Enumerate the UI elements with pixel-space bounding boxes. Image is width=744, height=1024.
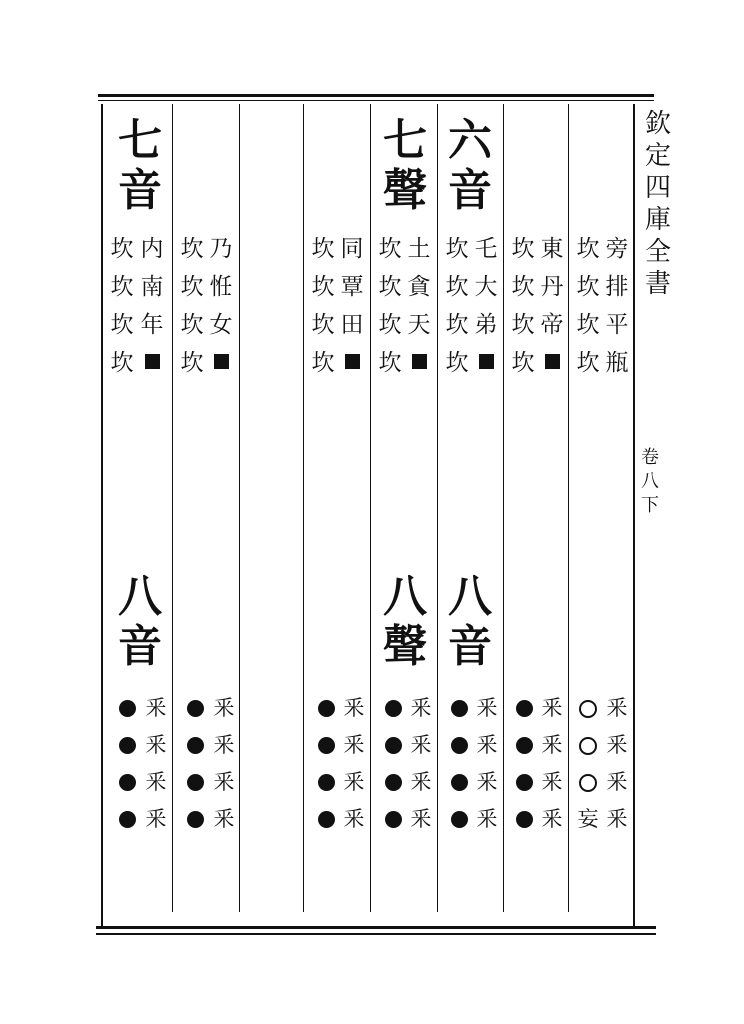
char: 旁	[605, 236, 629, 262]
volume-char: 下	[641, 495, 659, 516]
char-column	[138, 230, 166, 379]
char: 釆	[343, 733, 365, 757]
char: 弟	[474, 312, 498, 338]
heading-char: 音	[118, 621, 162, 672]
dot-mark	[451, 774, 468, 791]
char: 釆	[476, 696, 498, 720]
char: 土	[407, 236, 431, 262]
char-column	[538, 690, 566, 838]
char: 坎	[576, 312, 600, 338]
mark-column	[114, 690, 140, 838]
column-divider	[437, 104, 438, 912]
section-heading	[112, 572, 168, 672]
volume-label	[638, 446, 662, 518]
volume-char: 卷	[641, 447, 659, 468]
char-column	[340, 690, 368, 838]
filled-mark	[545, 354, 560, 369]
book-title-char: 四	[644, 173, 671, 203]
char: 丹	[540, 274, 564, 300]
char: 坎	[311, 312, 335, 338]
char: 東	[540, 236, 564, 262]
dot-mark	[187, 811, 204, 828]
char-column	[603, 690, 631, 838]
section-heading	[442, 572, 498, 672]
char: 坎	[311, 274, 335, 300]
column-divider	[568, 104, 569, 912]
dot-mark	[119, 811, 136, 828]
char: 平	[605, 312, 629, 338]
char-column	[376, 230, 404, 382]
heading-char: 聲	[383, 621, 427, 672]
right-border	[633, 104, 635, 926]
char: 坎	[110, 274, 134, 300]
mark-column	[313, 690, 339, 838]
char: 排	[605, 274, 629, 300]
mark-column	[446, 690, 472, 838]
char: 釆	[541, 807, 563, 831]
char: 女	[209, 312, 233, 338]
char: 田	[340, 312, 364, 338]
heading-char: 聲	[383, 165, 427, 216]
char: 釆	[541, 696, 563, 720]
bottom-border	[96, 926, 656, 929]
char-column	[309, 230, 337, 382]
top-border	[98, 94, 654, 97]
char: 釆	[343, 696, 365, 720]
dot-mark	[318, 700, 335, 717]
char-column	[472, 230, 500, 379]
char: 坎	[180, 312, 204, 338]
char: 妄	[577, 807, 599, 831]
char: 釆	[343, 770, 365, 794]
char-column	[207, 230, 235, 379]
column-divider	[303, 104, 304, 912]
heading-char: 六	[448, 115, 492, 166]
char-column	[178, 230, 206, 382]
char: 坎	[445, 274, 469, 300]
heading-char: 音	[118, 165, 162, 216]
char: 坎	[378, 236, 402, 262]
dot-mark	[187, 700, 204, 717]
char: 坎	[511, 350, 535, 376]
char: 釆	[145, 770, 167, 794]
char: 瓶	[605, 350, 629, 376]
char: 年	[140, 312, 164, 338]
top-border-inner	[98, 100, 654, 101]
char-column	[509, 230, 537, 382]
char: 坎	[180, 274, 204, 300]
char: 坎	[378, 274, 402, 300]
char: 坎	[511, 312, 535, 338]
char: 釆	[476, 770, 498, 794]
section-heading	[442, 116, 498, 216]
char: 釆	[213, 770, 235, 794]
dot-mark	[385, 774, 402, 791]
char: 坎	[180, 350, 204, 376]
dot-mark	[516, 774, 533, 791]
char: 坎	[110, 312, 134, 338]
volume-char: 八	[641, 471, 659, 492]
book-title-char: 全	[644, 237, 671, 267]
char: 㤛	[209, 274, 233, 300]
section-heading	[376, 116, 434, 216]
book-title-char: 書	[644, 269, 671, 299]
heading-char: 音	[448, 621, 492, 672]
filled-mark	[479, 354, 494, 369]
char: 釆	[410, 807, 432, 831]
dot-mark	[318, 774, 335, 791]
heading-char: 音	[448, 165, 492, 216]
char-column	[405, 230, 433, 379]
section-heading	[376, 572, 434, 672]
char: 同	[340, 236, 364, 262]
char: 坎	[511, 274, 535, 300]
char: 釆	[541, 770, 563, 794]
book-title-char: 庫	[644, 205, 671, 235]
char: 帝	[540, 312, 564, 338]
char: 坎	[378, 312, 402, 338]
char: 乃	[209, 236, 233, 262]
char-column	[210, 690, 238, 838]
dot-mark	[318, 811, 335, 828]
char: 釆	[606, 807, 628, 831]
dot-mark	[516, 700, 533, 717]
book-title	[638, 108, 678, 300]
book-title-char: 欽	[644, 109, 671, 139]
char: 釆	[213, 807, 235, 831]
char: 坎	[311, 350, 335, 376]
char: 釆	[410, 733, 432, 757]
char: 坎	[180, 236, 204, 262]
char: 釆	[343, 807, 365, 831]
bottom-border-inner	[96, 933, 656, 935]
char: 坎	[378, 350, 402, 376]
char: 坎	[110, 236, 134, 262]
dot-mark	[516, 811, 533, 828]
column-divider	[172, 104, 173, 912]
char: 坎	[311, 236, 335, 262]
filled-mark	[214, 354, 229, 369]
char: 釆	[145, 733, 167, 757]
ring-mark	[579, 700, 597, 718]
ring-mark	[579, 774, 597, 792]
char-column	[443, 230, 471, 382]
mark-column	[380, 690, 406, 838]
char: 乇	[474, 236, 498, 262]
filled-mark	[145, 354, 160, 369]
dot-mark	[119, 774, 136, 791]
dot-mark	[187, 774, 204, 791]
dot-mark	[451, 811, 468, 828]
char: 釆	[606, 733, 628, 757]
char-column	[574, 230, 602, 382]
heading-char: 七	[118, 115, 162, 166]
char: 坎	[445, 312, 469, 338]
char: 釆	[145, 807, 167, 831]
column-divider	[239, 104, 240, 912]
char: 釆	[606, 770, 628, 794]
dot-mark	[187, 737, 204, 754]
dot-mark	[385, 737, 402, 754]
dot-mark	[385, 811, 402, 828]
char: 覃	[340, 274, 364, 300]
dot-mark	[119, 737, 136, 754]
char: 坎	[110, 350, 134, 376]
dot-mark	[385, 700, 402, 717]
char: 釆	[606, 696, 628, 720]
filled-mark	[412, 354, 427, 369]
mark-column	[182, 690, 208, 838]
section-heading	[112, 116, 168, 216]
char: 坎	[445, 350, 469, 376]
char: 内	[140, 236, 164, 262]
left-border	[101, 104, 103, 926]
book-title-char: 定	[644, 141, 671, 171]
char-column	[108, 230, 136, 382]
char: 釆	[476, 807, 498, 831]
char-column	[407, 690, 435, 838]
heading-char: 八	[118, 571, 162, 622]
char: 大	[474, 274, 498, 300]
char: 貪	[407, 274, 431, 300]
column-divider	[370, 104, 371, 912]
heading-char: 八	[448, 571, 492, 622]
char: 釆	[213, 696, 235, 720]
char: 釆	[213, 733, 235, 757]
char: 釆	[410, 696, 432, 720]
char: 坎	[576, 236, 600, 262]
dot-mark	[451, 700, 468, 717]
dot-mark	[119, 700, 136, 717]
heading-char: 七	[383, 115, 427, 166]
dot-mark	[516, 737, 533, 754]
filled-mark	[345, 354, 360, 369]
char-column	[603, 230, 631, 382]
char: 南	[140, 274, 164, 300]
char-column	[142, 690, 170, 838]
char: 釆	[541, 733, 563, 757]
char-column	[473, 690, 501, 838]
mark-column	[511, 690, 537, 838]
char: 坎	[511, 236, 535, 262]
char-column	[338, 230, 366, 379]
char: 坎	[445, 236, 469, 262]
ring-mark	[579, 737, 597, 755]
char: 坎	[576, 350, 600, 376]
char-column	[538, 230, 566, 379]
dot-mark	[451, 737, 468, 754]
char: 釆	[145, 696, 167, 720]
column-divider	[503, 104, 504, 912]
char: 釆	[476, 733, 498, 757]
mark-column	[575, 690, 601, 838]
char: 釆	[410, 770, 432, 794]
char: 天	[407, 312, 431, 338]
heading-char: 八	[383, 571, 427, 622]
char: 坎	[576, 274, 600, 300]
dot-mark	[318, 737, 335, 754]
